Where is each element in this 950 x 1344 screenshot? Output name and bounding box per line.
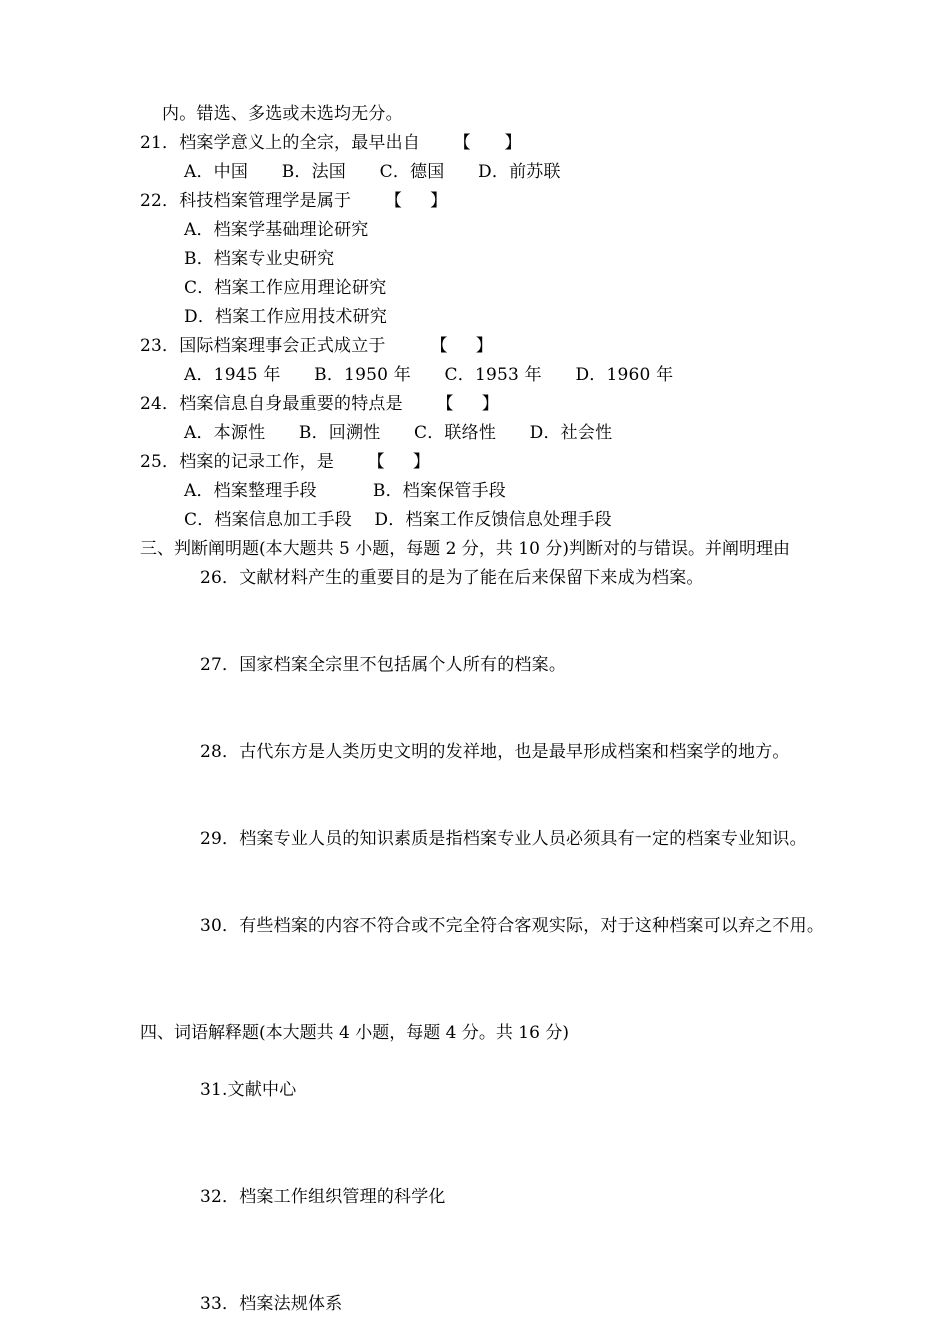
question-21 [140,129,830,187]
question-21-options: A．中国 B．法国 C．德国 D．前苏联 [184,162,561,182]
question-24-options: A．本源性 B．回溯性 C．联络性 D．社会性 [184,423,613,443]
question-21-text: 档案学意义上的全宗，最早出自 [179,133,421,153]
question-30-number: 30． [200,916,240,936]
question-24-text: 档案信息自身最重要的特点是 [179,394,403,414]
question-22-option-d: D．档案工作应用技术研究 [184,307,388,327]
question-33 [140,1290,830,1319]
question-25 [140,448,830,535]
question-22-answer-bracket: 【 】 [384,191,448,211]
question-23-options: A．1945 年 B．1950 年 C．1953 年 D．1960 年 [184,365,674,385]
question-25-stem [140,448,830,477]
question-23-stem [140,332,830,361]
question-33-text [200,1290,830,1319]
question-29-text [200,825,830,854]
question-27 [140,651,830,680]
question-22-option-c: C．档案工作应用理论研究 [184,278,387,298]
question-25-options-line-1: A．档案整理手段 B．档案保管手段 [184,481,507,501]
question-28-number: 28． [200,742,240,762]
question-23 [140,332,830,390]
question-26-text [200,564,830,593]
question-29-body: 档案专业人员的知识素质是指档案专业人员必须具有一定的档案专业知识。 [239,829,807,849]
question-31 [140,1076,830,1105]
question-25-options-line-2: C．档案信息加工手段 D．档案工作反馈信息处理手段 [184,510,612,530]
question-28-text [200,738,830,767]
answer-space-28 [140,767,830,825]
section-four-heading: 四、词语解释题(本大题共 4 小题，每题 4 分。共 16 分) [140,1023,569,1043]
question-28 [140,738,830,767]
question-23-text: 国际档案理事会正式成立于 [179,336,386,356]
question-27-number: 27． [200,655,240,675]
top-fragment-text: 内。错选、多选或未选均无分。 [162,104,403,124]
question-27-body: 国家档案全宗里不包括属个人所有的档案。 [239,655,567,675]
answer-space-26 [140,593,830,651]
question-32 [140,1183,830,1212]
answer-space-30 [140,941,830,1019]
question-32-body: 档案工作组织管理的科学化 [239,1187,446,1207]
answer-space-31 [140,1105,830,1183]
question-24 [140,390,830,448]
question-22-option-a: A．档案学基础理论研究 [184,220,369,240]
question-22-text: 科技档案管理学是属于 [179,191,352,211]
question-29 [140,825,830,854]
question-30-body: 有些档案的内容不符合或不完全符合客观实际，对于这种档案可以弃之不用。 [239,916,825,936]
question-26-body: 文献材料产生的重要目的是为了能在后来保留下来成为档案。 [239,568,704,588]
question-31-text [200,1076,830,1105]
question-32-text [200,1183,830,1212]
question-22-option-b: B．档案专业史研究 [184,249,335,269]
question-21-number: 21． [140,133,180,153]
question-25-answer-bracket: 【 】 [367,452,431,472]
question-25-number: 25． [140,452,180,472]
question-24-stem [140,390,830,419]
answer-space-32 [140,1212,830,1290]
question-30 [140,912,830,941]
question-33-body: 档案法规体系 [239,1294,343,1314]
question-26-number: 26． [200,568,240,588]
question-31-number: 31. [200,1080,228,1100]
answer-space-27 [140,680,830,738]
question-21-stem [140,129,830,158]
question-24-answer-bracket: 【 】 [436,394,499,414]
question-21-answer-bracket: 【 】 [453,133,522,153]
question-23-answer-bracket: 【 】 [430,336,493,356]
section-four-spacer [140,1048,830,1076]
question-22 [140,187,830,332]
question-31-body: 文献中心 [227,1080,297,1100]
question-24-number: 24． [140,394,180,414]
question-23-number: 23． [140,336,180,356]
question-30-text [200,912,830,941]
question-25-text: 档案的记录工作，是 [179,452,335,472]
question-26 [140,564,830,593]
question-33-number: 33． [200,1294,240,1314]
section-three-heading: 三、判断阐明题(本大题共 5 小题，每题 2 分，共 10 分)判断对的与错误。并阐明理由 [140,539,790,559]
question-22-number: 22． [140,191,180,211]
answer-space-29 [140,854,830,912]
question-29-number: 29． [200,829,240,849]
question-27-text [200,651,830,680]
question-32-number: 32． [200,1187,240,1207]
question-22-stem [140,187,830,216]
question-28-body: 古代东方是人类历史文明的发祥地，也是最早形成档案和档案学的地方。 [239,742,790,762]
